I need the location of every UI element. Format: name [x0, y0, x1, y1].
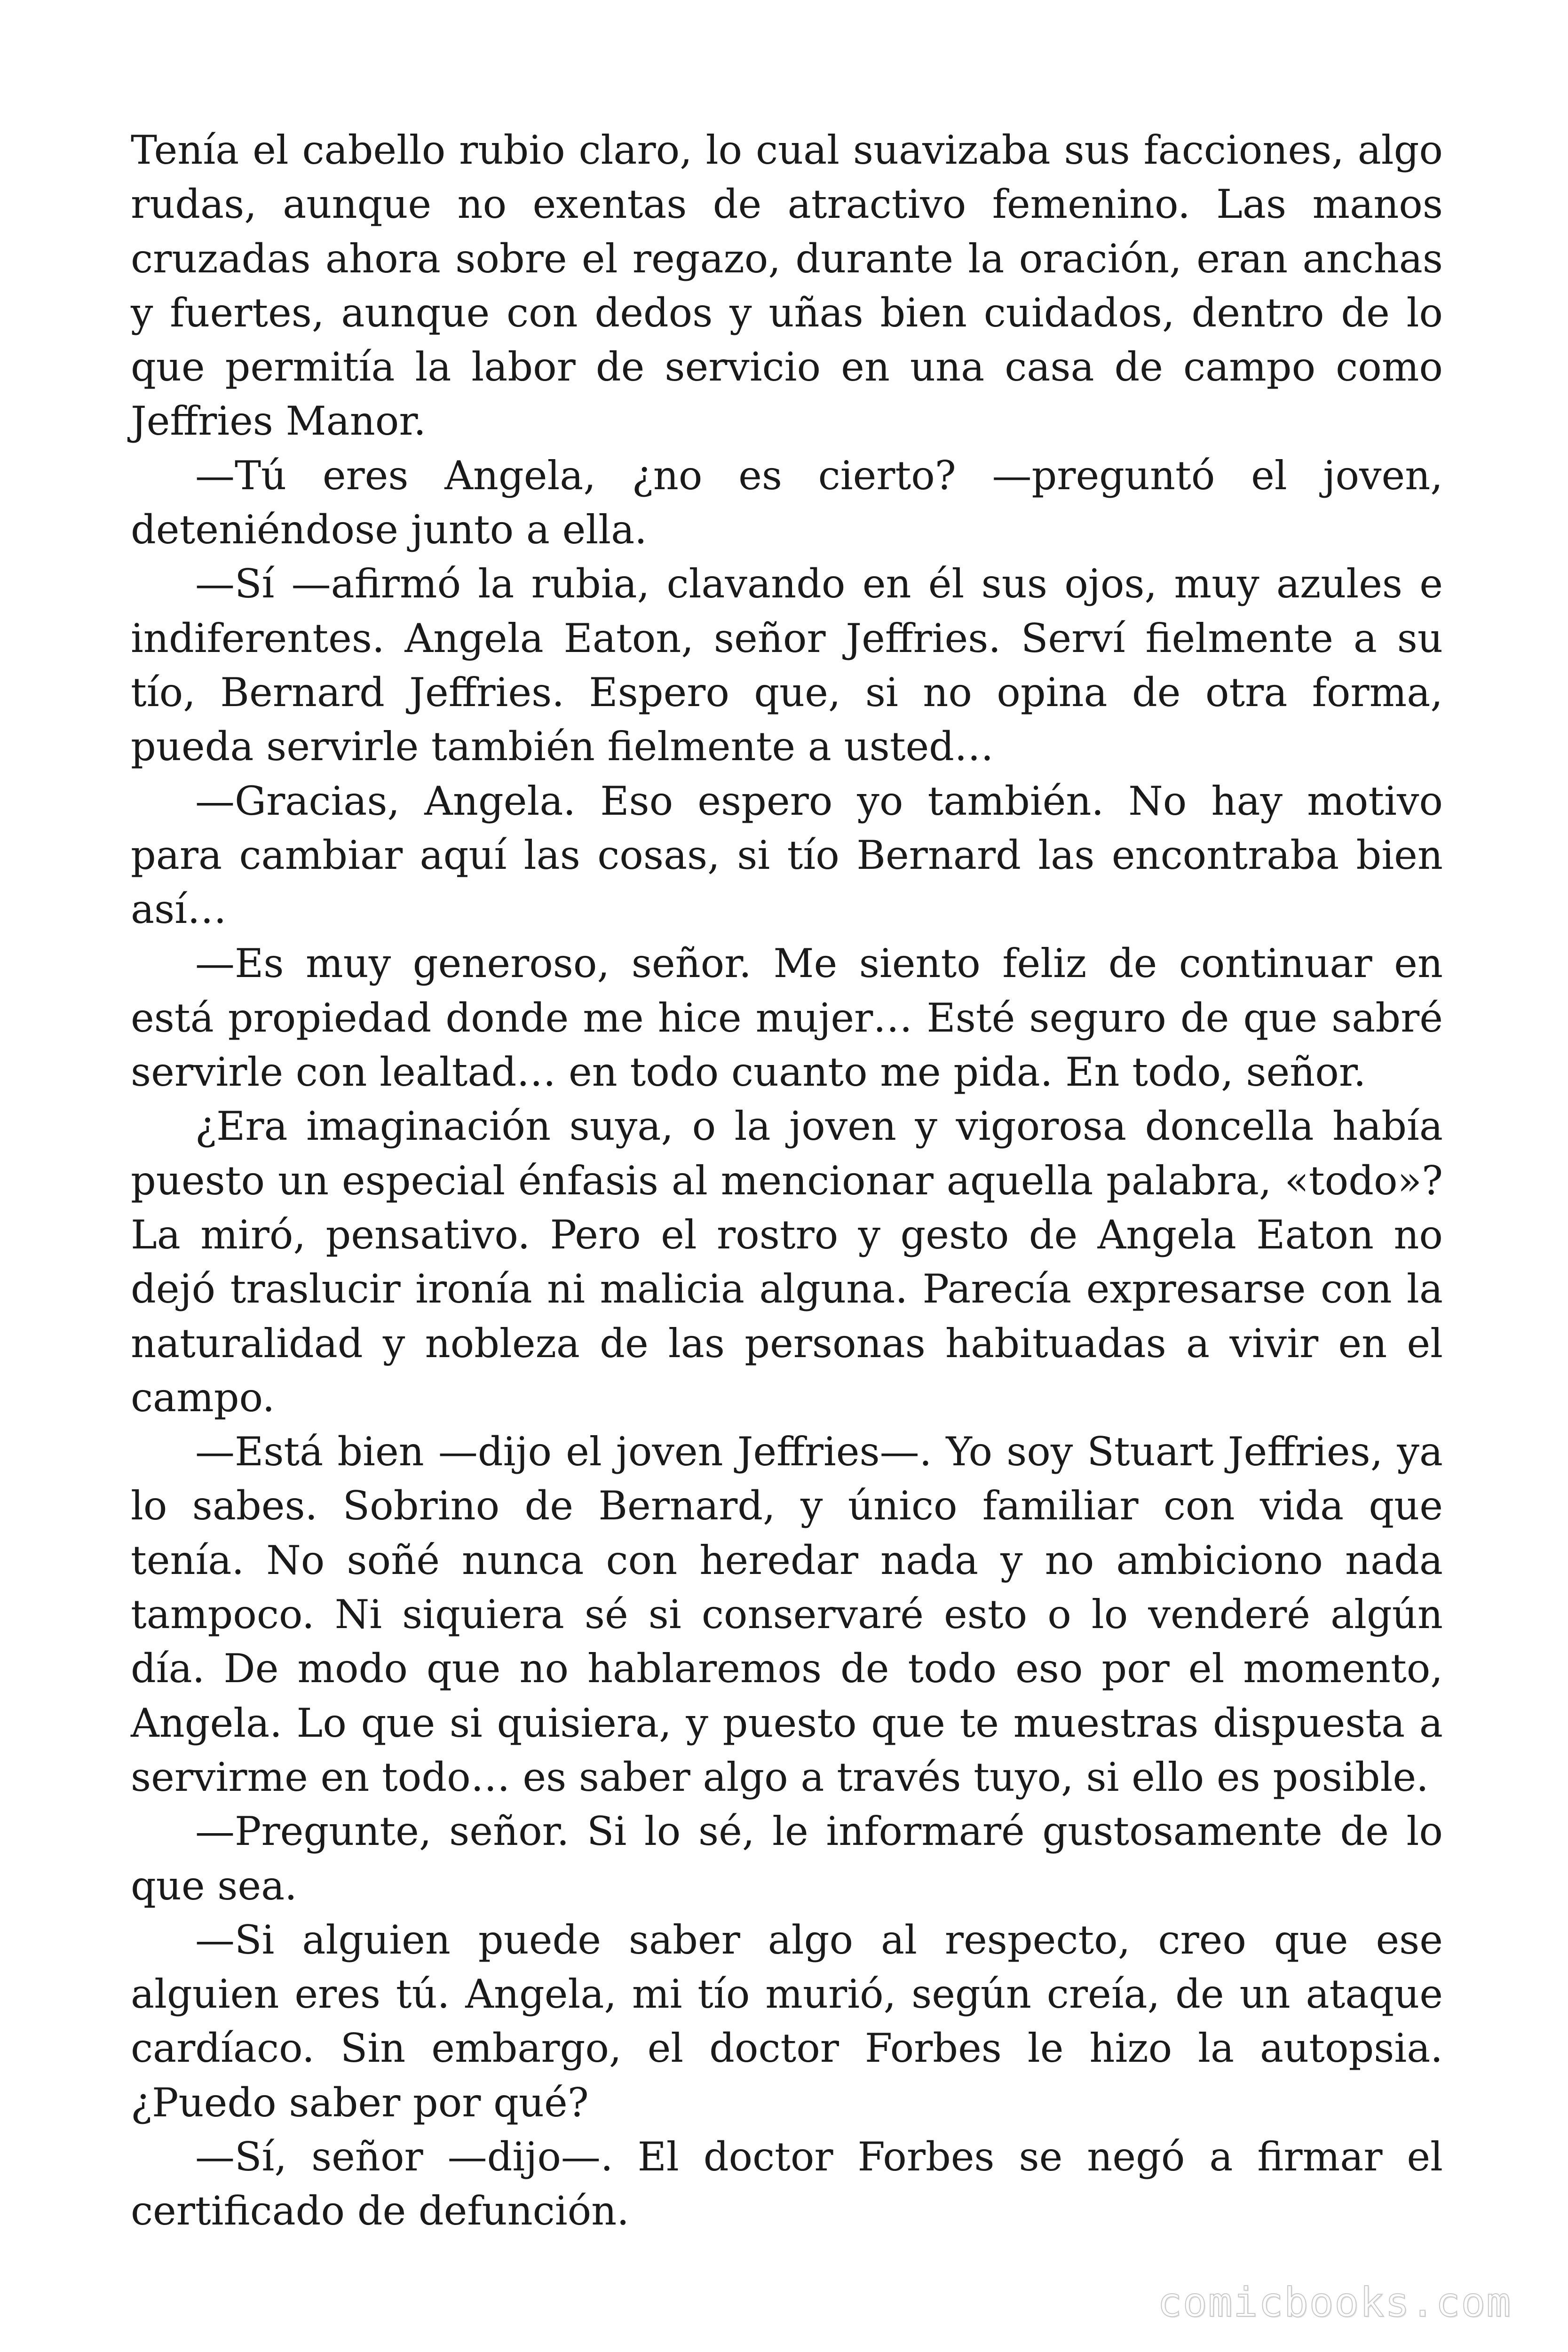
paragraph-4: —Gracias, Angela. Eso espero yo también. No hay motivo para cambiar aquí las cosas, si tío Bernard las encontraba bien así… — [131, 778, 1443, 933]
paragraph-8: —Pregunte, señor. Si lo sé, le informaré gustosamente de lo que sea. — [131, 1808, 1443, 1909]
paragraph-3: —Sí —afirmó la rubia, clavando en él sus ojos, muy azules e indiferentes. Angela Eaton, señor Jeffries. Serví fielmente a su tío, Bernard Jeffries. Espero que, si no opina de otra forma, pueda servirle también fielmente a usted… — [131, 561, 1443, 770]
paragraph-9: —Si alguien puede saber algo al respecto, creo que ese alguien eres tú. Angela, mi tío murió, según creía, de un ataque cardíaco. Sin embargo, el doctor Forbes le hizo la autopsia. ¿Puedo saber por qué? — [131, 1916, 1443, 2126]
body-text — [131, 123, 1443, 2239]
paragraph-7: —Está bien —dijo el joven Jeffries—. Yo soy Stuart Jeffries, ya lo sabes. Sobrino de Bernard, y único familiar con vida que tenía. No soñé nunca con heredar nada y no ambiciono nada tampoco. Ni siquiera sé si conservaré esto o lo venderé algún día. De modo que no hablaremos de todo eso por el momento, Angela. Lo que si quisiera, y puesto que te muestras dispuesta a servirme en todo… es saber algo a través tuyo, si ello es posible. — [131, 1429, 1443, 1800]
paragraph-1: Tenía el cabello rubio claro, lo cual suavizaba sus facciones, algo rudas, aunque no exentas de atractivo femenino. Las manos cruzadas ahora sobre el regazo, durante la oración, eran anchas y fuertes, aunque con dedos y uñas bien cuidados, dentro de lo que permitía la labor de servicio en una casa de campo como Jeffries Manor. — [131, 127, 1443, 445]
watermark: comicbooks.com — [1157, 2279, 1512, 2326]
paragraph-5: —Es muy generoso, señor. Me siento feliz de continuar en está propiedad donde me hice mujer… Esté seguro de que sabré servirle con lealtad… en todo cuanto me pida. En todo, señor. — [131, 940, 1443, 1096]
paragraph-2: —Tú eres Angela, ¿no es cierto? —preguntó el joven, deteniéndose junto a ella. — [131, 452, 1443, 553]
paragraph-10: —Sí, señor —dijo—. El doctor Forbes se negó a firmar el certificado de defunción. — [131, 2133, 1443, 2234]
paragraph-6: ¿Era imaginación suya, o la joven y vigorosa doncella había puesto un especial énfasis al mencionar aquella palabra, «todo»? La miró, pensativo. Pero el rostro y gesto de Angela Eaton no dejó traslucir ironía ni malicia alguna. Parecía expresarse con la naturalidad y nobleza de las personas habituadas a vivir en el campo. — [131, 1103, 1443, 1421]
